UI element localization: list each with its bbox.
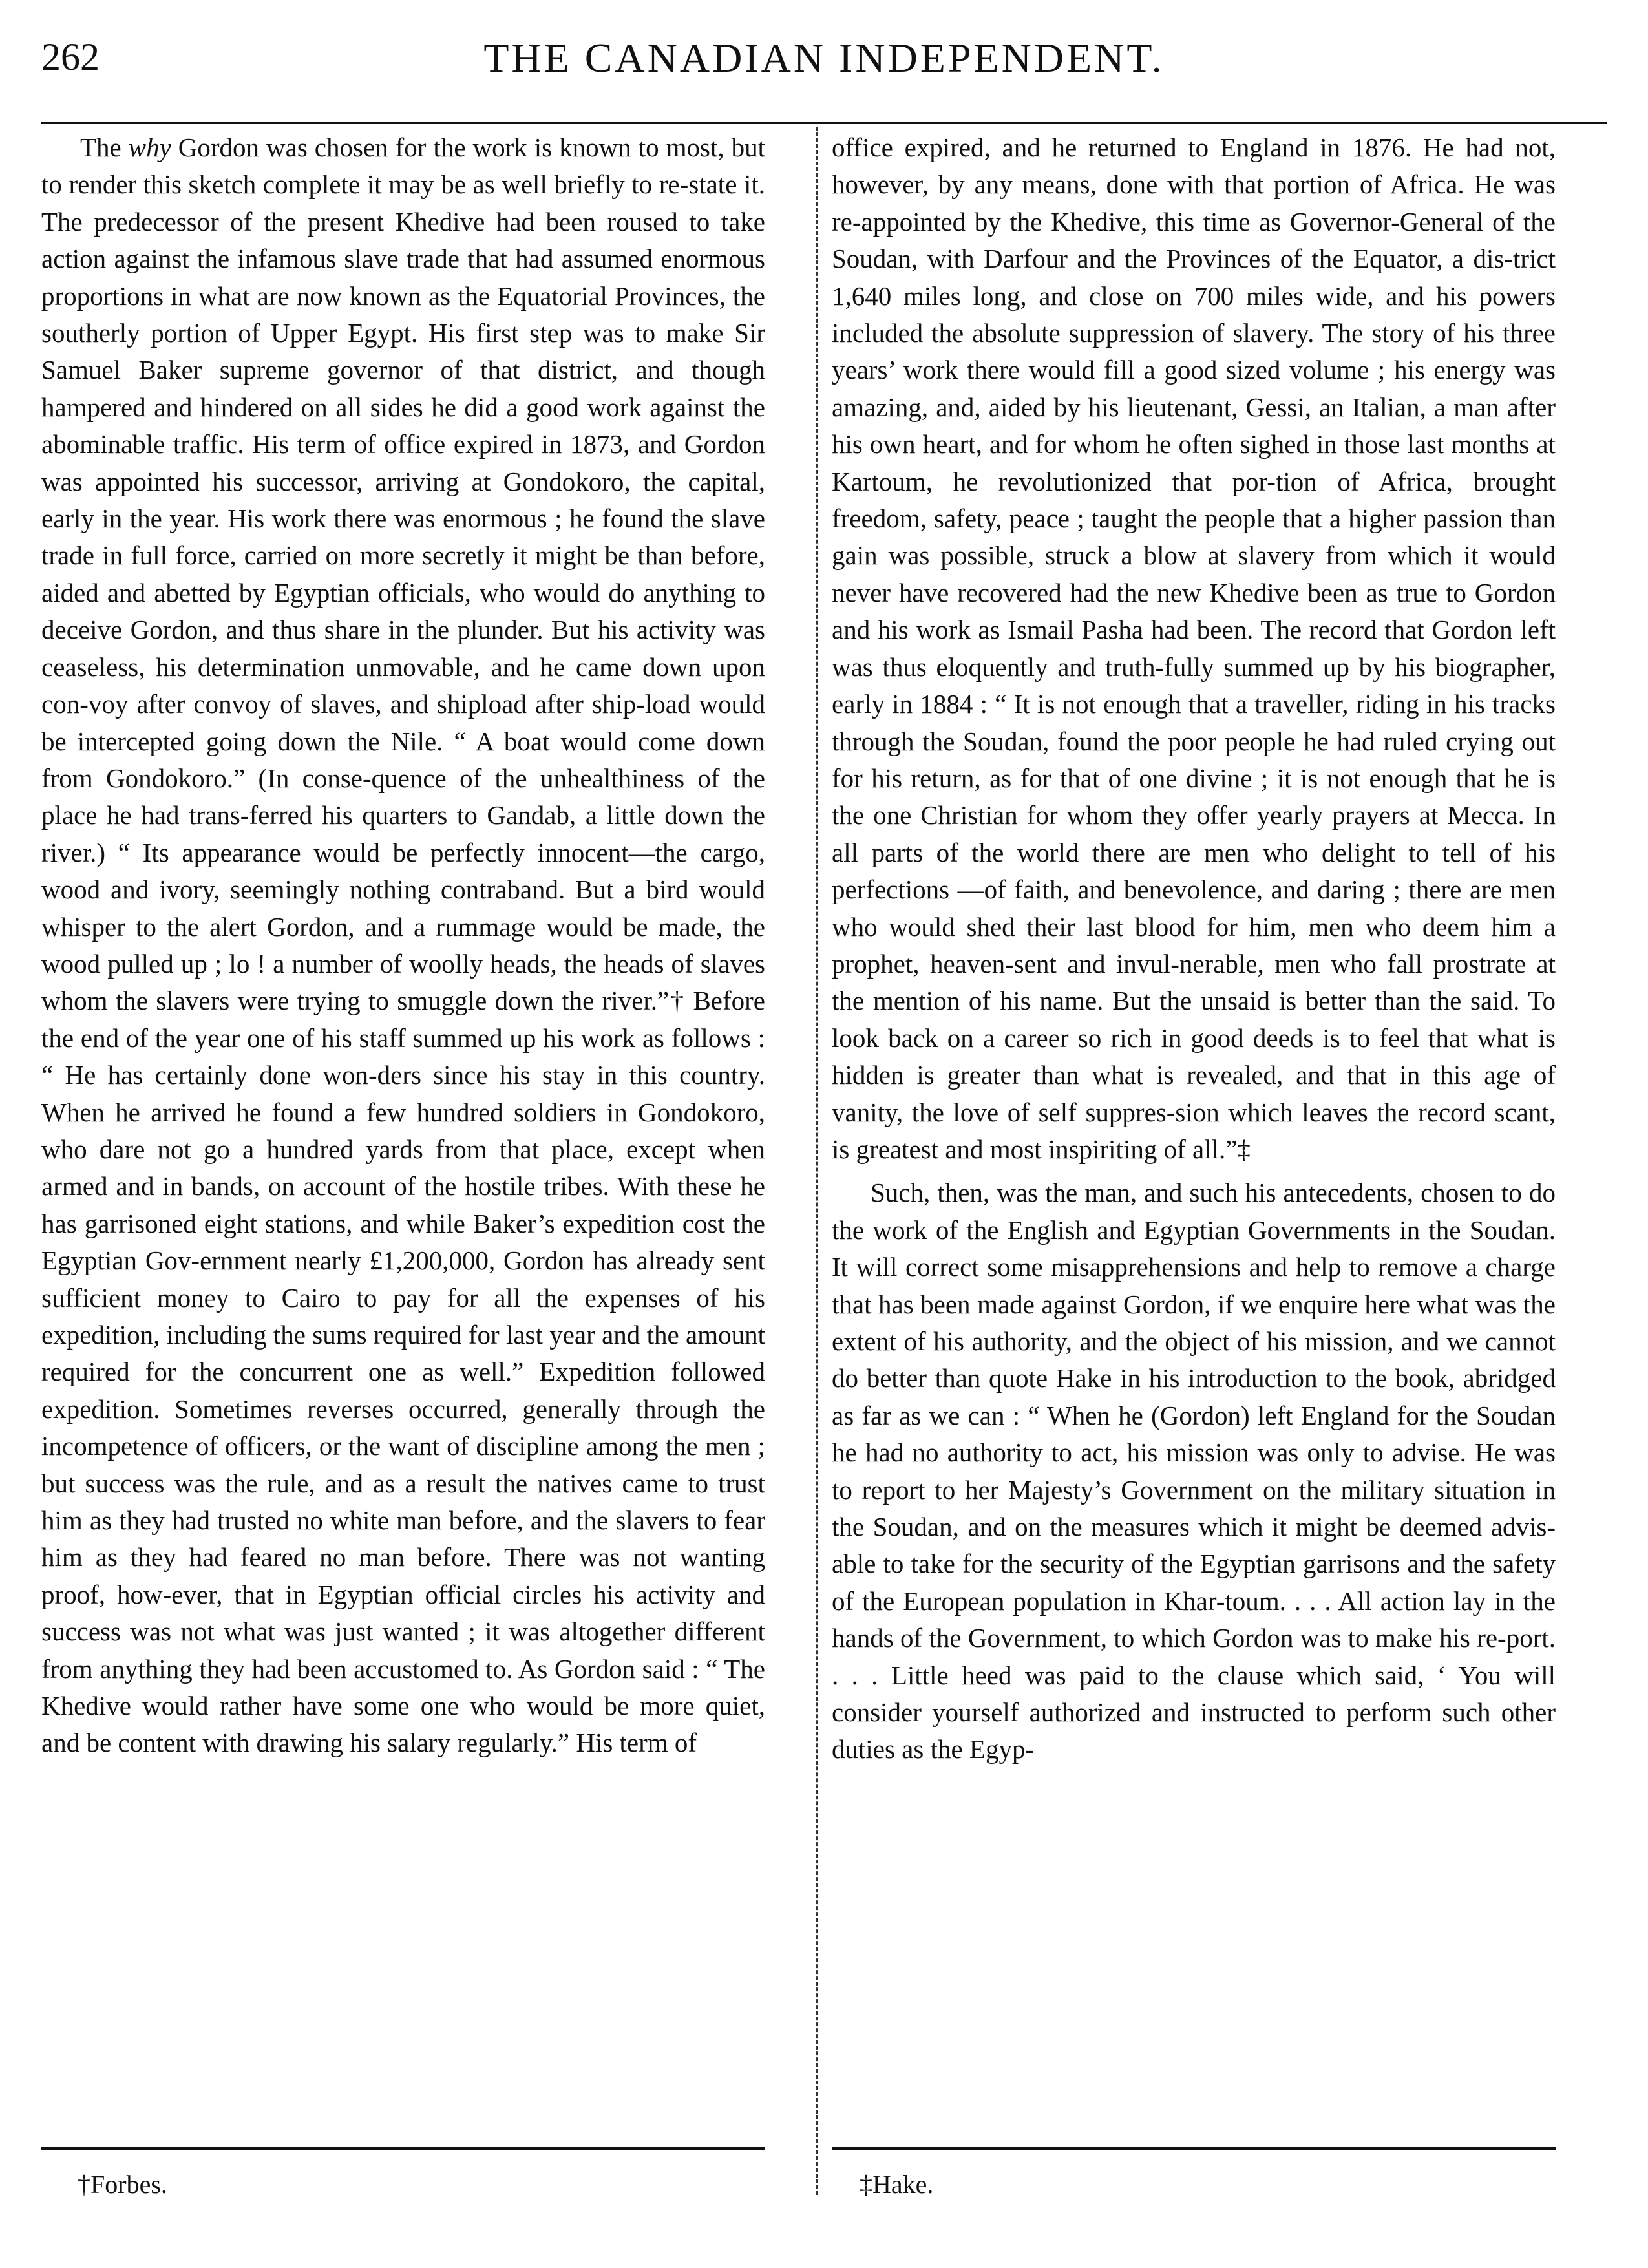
- left-column-paragraph: [41, 129, 765, 1762]
- left-footnote-rule: [41, 2147, 765, 2150]
- right-column-paragraph-1: office expired, and he returned to England in 1876. He had not, however, by any means, done with that portion of Africa. He was re-appointed by the Khedive, this time as Governor-General of the Soudan, with Darfour and the Provinces of the Equator, a dis-trict 1,640 miles long, and close on 700 miles wide, and his powers included the absolute suppression of slavery. The story of his three years’ work there would fill a good sized volume ; his energy was amazing, and, aided by his lieutenant, Gessi, an Italian, a man after his own heart, and for whom he often sighed in those last months at Kartoum, he revolutionized that por-tion of Africa, brought freedom, safety, peace ; taught the people that a higher passion than gain was possible, struck a blow at slavery from which it would never have recovered had the new Khedive been as true to Gordon and his work as Ismail Pasha had been. The record that Gordon left was thus eloquently and truth-fully summed up by his biographer, early in 1884 : “ It is not enough that a traveller, riding in his tracks through the Soudan, found the poor people he had ruled crying out for his return, as for that of one divine ; it is not enough that he is the one Christian for whom they offer yearly prayers at Mecca. In all parts of the world there are men who delight to tell of his perfections —of faith, and benevolence, and daring ; there are men who would shed their last blood for him, men who deem him a prophet, heaven-sent and invul-nerable, men who fall prostrate at the mention of his name. But the unsaid is better than the said. To look back on a career so rich in good deeds is to feel that what is hidden is greater than what is revealed, and that in this age of vanity, the love of self suppres-sion which leaves the record scant, is greatest and most inspiriting of all.”‡: [832, 132, 1556, 1164]
- right-column: [832, 129, 1556, 2126]
- emphasis-word: why: [128, 132, 171, 162]
- right-footnote: ‡Hake.: [860, 2170, 934, 2199]
- page-number: 262: [41, 36, 100, 78]
- left-footnote: †Forbes.: [78, 2170, 167, 2199]
- right-column-paragraph-2: Such, then, was the man, and such his antecedents, chosen to do the work of the English and Egyptian Governments in the Soudan. It will correct some misapprehensions and help to remove a charge that has been made against Gordon, if we enquire here what was the extent of his authority, and the object of his mission, and we cannot do better than quote Hake in his introduction to the book, abridged as far as we can : “ When he (Gordon) left England for the Soudan he had no authority to act, his mission was only to advise. He was to report to her Majesty’s Government on the military situation in the Soudan, and on the measures which it might be deemed advis-able to take for the security of the Egyptian garrisons and the safety of the European population in Khar-toum. . . . All action lay in the hands of the Government, to which Gordon was to make his re-port. . . . Little heed was paid to the clause which said, ‘ You will consider yourself authorized and instructed to perform such other duties as the Egyp-: [832, 1178, 1556, 1765]
- left-column-text: Gordon was chosen for the work is known to most, but to render this sketch complete it may be as well briefly to re-state it. The predecessor of the present Khedive had been roused to take action against the infamous slave trade that had assumed enormous proportions in what are now known as the Equatorial Provinces, the southerly portion of Upper Egypt. His first step was to make Sir Samuel Baker supreme governor of that district, and though hampered and hindered on all sides he did a good work against the abominable traffic. His term of office expired in 1873, and Gordon was appointed his successor, arriving at Gondokoro, the capital, early in the year. His work there was enormous ; he found the slave trade in full force, carried on more secretly it might be than before, aided and abetted by Egyptian officials, who would do anything to deceive Gordon, and thus share in the plunder. But his activity was ceaseless, his determination unmovable, and he came down upon con-voy after convoy of slaves, and shipload after ship-load would be intercepted going down the Nile. “ A boat would come down from Gondokoro.” (In conse-quence of the unhealthiness of the place he had trans-ferred his quarters to Gandab, a little down the river.) “ Its appearance would be perfectly innocent—the cargo, wood and ivory, seemingly nothing contraband. But a bird would whisper to the alert Gordon, and a rummage would be made, the wood pulled up ; lo ! a number of woolly heads, the heads of slaves whom the slavers were trying to smuggle down the river.”† Before the end of the year one of his staff summed up his work as follows : “ He has certainly done won-ders since his stay in this country. When he arrived he found a few hundred soldiers in Gondokoro, who dare not go a hundred yards from that place, except when armed and in bands, on account of the hostile tribes. With these he has garrisoned eight stations, and while Baker’s expedition cost the Egyptian Gov-ernment nearly £1,200,000, Gordon has already sent sufficient money to Cairo to pay for all the expenses of his expedition, including the sums required for last year and the amount required for the concurrent one as well.” Expedition followed expedition. Sometimes reverses occurred, generally through the incompetence of officers, or the want of discipline among the men ; but success was the rule, and as a result the natives came to trust him as they had trusted no white man before, and the slavers to fear him as they had feared no man before. There was not wanting proof, how-ever, that in Egyptian official circles his activity and success was not what was just wanted ; it was altogether different from anything they had been accustomed to. As Gordon said : “ The Khedive would rather have some one who would be more quiet, and be content with drawing his salary regularly.” His term of: [41, 132, 765, 1758]
- column-divider: [816, 127, 818, 2195]
- running-head: THE CANADIAN INDEPENDENT.: [483, 35, 1165, 81]
- header-rule: [41, 122, 1607, 124]
- lead-word: The: [80, 132, 129, 162]
- left-column: [41, 129, 765, 2126]
- right-footnote-rule: [832, 2147, 1556, 2150]
